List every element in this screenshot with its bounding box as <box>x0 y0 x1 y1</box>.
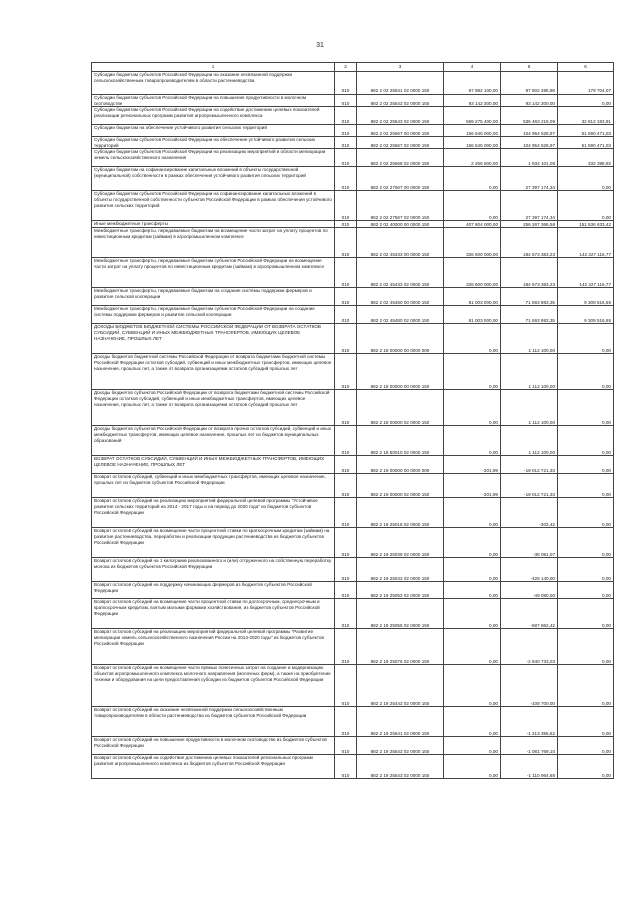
row-code-cell: 010 <box>335 474 357 498</box>
row-name-cell: Возврат остатков субсидий на повышение продуктивности в молочном скотоводстве из бюджетов субъектов Российской Федерации <box>92 737 335 755</box>
row-name-cell: Возврат остатков субсидий на оказание несвязанной поддержки сельскохозяйственным товаропроизводителям в области растениеводства из бюджетов субъектов Российской Федерации <box>92 707 335 737</box>
row-executed-cell: 71 693 983,35 <box>501 288 558 306</box>
row-name-cell: Возврат остатков субсидий на поддержку начинающих фермеров из бюджетов субъектов Российской Федерации <box>92 582 335 599</box>
row-unexecuted-cell: 51 590 471,03 <box>558 125 614 137</box>
row-code-cell: 010 <box>335 456 357 474</box>
row-executed-cell: -49 080,00 <box>501 582 558 599</box>
table-row <box>92 474 614 498</box>
column-header: 6 <box>558 63 614 72</box>
table-row <box>92 528 614 558</box>
row-unexecuted-cell: 0,00 <box>558 599 614 629</box>
row-executed-cell: 1 112 100,00 <box>501 390 558 426</box>
row-executed-cell: 104 954 528,97 <box>501 125 558 137</box>
row-kbk-cell: 882 2 02 27567 02 0000 150 <box>357 191 444 221</box>
row-kbk-cell: 882 2 02 45433 00 0000 150 <box>357 228 444 258</box>
row-code-cell: 010 <box>335 426 357 456</box>
row-kbk-cell: 882 2 02 27567 00 0000 150 <box>357 167 444 191</box>
row-name-cell: Межбюджетные трансферты, передаваемые бюджетам субъектов Российской Федерации на создание системы поддержки фермеров и развитие сельской кооперации <box>92 306 335 324</box>
column-header: 2 <box>335 63 357 72</box>
row-assigned-cell: 156 545 000,00 <box>444 137 501 149</box>
row-name-cell: Субсидии бюджетам субъектов Российской Федерации на обеспечение устойчивого развития сельских территорий <box>92 137 335 149</box>
row-executed-cell: -38 081,07 <box>501 528 558 558</box>
row-name-cell: Субсидии бюджетам субъектов Российской Федерации на софинансирование капитальных вложений в объекты государственной собственности субъектов Российской Федерации в рамках обеспечения устойчивого развития сельских территорий <box>92 191 335 221</box>
row-executed-cell: -19 012 721,33 <box>501 474 558 498</box>
row-unexecuted-cell: 142 227 116,77 <box>558 258 614 288</box>
row-executed-cell: 1 112 100,00 <box>501 426 558 456</box>
table-row <box>92 107 614 125</box>
row-kbk-cell: 882 2 19 25043 02 0000 150 <box>357 558 444 582</box>
row-assigned-cell: 81 003 000,00 <box>444 288 501 306</box>
row-assigned-cell: 97 982 100,00 <box>444 72 501 95</box>
row-code-cell: 010 <box>335 582 357 599</box>
row-code-cell: 010 <box>335 288 357 306</box>
row-kbk-cell: 882 2 19 25055 02 0000 150 <box>357 599 444 629</box>
row-name-cell: ВОЗВРАТ ОСТАТКОВ СУБСИДИЙ, СУБВЕНЦИЙ И ИНЫХ МЕЖБЮДЖЕТНЫХ ТРАНСФЕРТОВ, ИМЕЮЩИХ ЦЕЛЕВОЕ НАЗНАЧЕНИЕ, ПРОШЛЫХ ЛЕТ <box>92 456 335 474</box>
table-row <box>92 498 614 528</box>
row-code-cell: 010 <box>335 167 357 191</box>
row-code-cell: 010 <box>335 599 357 629</box>
row-code-cell: 010 <box>335 221 357 228</box>
row-executed-cell: -426 140,00 <box>501 558 558 582</box>
row-assigned-cell: -201,99 <box>444 474 501 498</box>
row-unexecuted-cell: 151 536 633,42 <box>558 221 614 228</box>
row-unexecuted-cell: 0,00 <box>558 324 614 354</box>
table-row <box>92 324 614 354</box>
row-code-cell: 010 <box>335 390 357 426</box>
row-assigned-cell: 0,00 <box>444 498 501 528</box>
table-row <box>92 288 614 306</box>
column-header: 5 <box>501 63 558 72</box>
table-row <box>92 737 614 755</box>
row-kbk-cell: 882 2 19 25543 02 0000 150 <box>357 755 444 779</box>
row-kbk-cell: 882 2 02 25568 02 0000 150 <box>357 149 444 167</box>
row-code-cell: 010 <box>335 324 357 354</box>
row-code-cell: 010 <box>335 228 357 258</box>
table-row <box>92 258 614 288</box>
row-kbk-cell: 882 2 19 25442 02 0000 150 <box>357 665 444 707</box>
row-kbk-cell: 882 2 02 25543 02 0000 150 <box>357 107 444 125</box>
row-executed-cell: 1 112 100,00 <box>501 354 558 390</box>
row-code-cell: 010 <box>335 258 357 288</box>
row-executed-cell: 71 693 983,35 <box>501 306 558 324</box>
row-unexecuted-cell: 0,00 <box>558 665 614 707</box>
row-assigned-cell: 0,00 <box>444 629 501 665</box>
row-name-cell: Доходы бюджетов субъектов Российской Федерации от возврата бюджетами бюджетной системы Российской Федерации остатков субсидий, субвенций и иных межбюджетных трансфертов, имеющих целевое назначение, прошлых лет, а также от возврата организациями остатков субсидий прошлых лет <box>92 390 335 426</box>
row-unexecuted-cell: 0,00 <box>558 474 614 498</box>
row-kbk-cell: 882 2 18 00000 00 0000 000 <box>357 324 444 354</box>
row-unexecuted-cell: 0,00 <box>558 629 614 665</box>
row-executed-cell: 184 573 383,23 <box>501 258 558 288</box>
row-assigned-cell: 0,00 <box>444 599 501 629</box>
row-code-cell: 010 <box>335 191 357 221</box>
table-row <box>92 390 614 426</box>
row-unexecuted-cell: 0,00 <box>558 390 614 426</box>
row-kbk-cell: 882 2 18 00000 00 0000 150 <box>357 354 444 390</box>
table-row <box>92 137 614 149</box>
row-assigned-cell: 156 545 000,00 <box>444 125 501 137</box>
table-row <box>92 707 614 737</box>
row-code-cell: 010 <box>335 528 357 558</box>
table-row <box>92 354 614 390</box>
row-executed-cell: 93 142 300,00 <box>501 95 558 107</box>
row-name-cell: Возврат остатков субсидий на возмещение части процентной ставки по долгосрочным, среднесрочным и краткосрочным кредитам, взятым малыми формами хозяйствования, из бюджетов субъектов Российской Федерации <box>92 599 335 629</box>
row-assigned-cell: 0,00 <box>444 582 501 599</box>
row-name-cell: Субсидии бюджетам на обеспечение устойчивого развития сельских территорий <box>92 125 335 137</box>
row-kbk-cell: 882 2 19 25053 02 0000 150 <box>357 582 444 599</box>
table-row <box>92 149 614 167</box>
row-assigned-cell: 93 142 300,00 <box>444 95 501 107</box>
row-executed-cell: -108 700,00 <box>501 665 558 707</box>
row-assigned-cell: 0,00 <box>444 558 501 582</box>
table-header-row <box>92 63 614 72</box>
row-unexecuted-cell: 0,00 <box>558 354 614 390</box>
table-row <box>92 191 614 221</box>
row-executed-cell: 27 397 174,34 <box>501 167 558 191</box>
table-row <box>92 456 614 474</box>
row-code-cell: 010 <box>335 107 357 125</box>
row-executed-cell: 1 934 101,08 <box>501 149 558 167</box>
row-name-cell: Субсидии бюджетам субъектов Российской Федерации на оказание несвязанной поддержки сельскохозяйственным товаропроизводителям в области растениеводства <box>92 72 335 95</box>
row-kbk-cell: 882 2 02 25567 00 0000 150 <box>357 125 444 137</box>
row-unexecuted-cell: 32 812 183,91 <box>558 107 614 125</box>
row-assigned-cell: 326 600 000,00 <box>444 228 501 258</box>
row-code-cell: 010 <box>335 629 357 665</box>
row-code-cell: 010 <box>335 707 357 737</box>
table-row <box>92 125 614 137</box>
row-name-cell: Межбюджетные трансферты, передаваемые бюджетам на возмещение части затрат на уплату процентов по инвестиционным кредитам (займам) в агропромышленном комплексе <box>92 228 335 258</box>
row-name-cell: Доходы бюджетов бюджетной системы Российской Федерации от возврата бюджетами бюджетной системы Российской Федерации остатков субсидий, субвенций и иных межбюджетных трансфертов, имеющих целевое назначение, прошлых лет, а также от возврата организациями остатков субсидий прошлых лет <box>92 354 335 390</box>
row-executed-cell: 536 463 216,09 <box>501 107 558 125</box>
row-assigned-cell: 0,00 <box>444 354 501 390</box>
table-row <box>92 167 614 191</box>
table-row <box>92 629 614 665</box>
table-row <box>92 228 614 258</box>
row-unexecuted-cell: 0,00 <box>558 95 614 107</box>
row-unexecuted-cell: 0,00 <box>558 582 614 599</box>
row-unexecuted-cell: 0,00 <box>558 167 614 191</box>
row-assigned-cell: 2 266 500,00 <box>444 149 501 167</box>
row-name-cell: Возврат остатков субсидий на 1 килограмм реализованного и (или) отгруженного на собственную переработку молока из бюджетов субъектов Российской Федерации <box>92 558 335 582</box>
row-kbk-cell: 882 2 19 25018 02 0000 150 <box>357 498 444 528</box>
table-body <box>92 72 614 779</box>
row-unexecuted-cell: 0,00 <box>558 456 614 474</box>
row-name-cell: Доходы бюджетов субъектов Российской Федерации от возврата прочих остатков субсидий, субвенций и иных межбюджетных трансфертов, имеющих целевое назначение, прошлых лет из бюджетов муниципальных образований <box>92 426 335 456</box>
table-row <box>92 306 614 324</box>
row-assigned-cell: 326 600 000,00 <box>444 258 501 288</box>
row-executed-cell: -687 862,42 <box>501 599 558 629</box>
table-row <box>92 582 614 599</box>
row-kbk-cell: 882 2 19 00000 00 0000 000 <box>357 456 444 474</box>
row-kbk-cell: 882 2 19 25039 02 0000 150 <box>357 528 444 558</box>
row-code-cell: 010 <box>335 95 357 107</box>
row-executed-cell: -303,42 <box>501 498 558 528</box>
row-assigned-cell: 0,00 <box>444 324 501 354</box>
row-assigned-cell: 0,00 <box>444 426 501 456</box>
row-name-cell: Межбюджетные трансферты, передаваемые бюджетам на создание системы поддержки фермеров и развитие сельской кооперации <box>92 288 335 306</box>
row-kbk-cell: 882 2 18 60010 02 0000 150 <box>357 426 444 456</box>
row-kbk-cell: 882 2 02 45480 00 0000 150 <box>357 288 444 306</box>
row-name-cell: Иные межбюджетные трансферты <box>92 221 335 228</box>
row-code-cell: 010 <box>335 137 357 149</box>
row-assigned-cell: 0,00 <box>444 737 501 755</box>
row-code-cell: 010 <box>335 125 357 137</box>
row-assigned-cell: 407 604 000,00 <box>444 221 501 228</box>
row-unexecuted-cell: 9 309 516,65 <box>558 306 614 324</box>
column-header: 1 <box>92 63 335 72</box>
report-table <box>91 62 614 779</box>
row-kbk-cell: 882 2 19 25542 02 0000 150 <box>357 737 444 755</box>
row-executed-cell: -1 110 964,88 <box>501 755 558 779</box>
row-code-cell: 010 <box>335 755 357 779</box>
row-executed-cell: -19 012 721,33 <box>501 456 558 474</box>
row-unexecuted-cell: 0,00 <box>558 498 614 528</box>
row-kbk-cell: 882 2 02 25567 02 0000 150 <box>357 137 444 149</box>
row-unexecuted-cell: 0,00 <box>558 755 614 779</box>
row-kbk-cell: 882 2 18 00000 02 0000 150 <box>357 390 444 426</box>
row-code-cell: 010 <box>335 149 357 167</box>
row-unexecuted-cell: 332 398,92 <box>558 149 614 167</box>
row-name-cell: Возврат остатков субсидий на содействие достижению целевых показателей региональных программ развития агропромышленного комплекса из бюджетов субъектов Российской Федерации <box>92 755 335 779</box>
table-row <box>92 558 614 582</box>
row-assigned-cell: 569 275 400,00 <box>444 107 501 125</box>
row-kbk-cell: 882 2 02 25542 02 0000 150 <box>357 95 444 107</box>
row-executed-cell: -1 213 355,62 <box>501 707 558 737</box>
row-name-cell: Возврат остатков субсидий, субвенций и иных межбюджетных трансфертов, имеющих целевое назначение, прошлых лет из бюджетов субъектов Российской Федерации <box>92 474 335 498</box>
column-header: 4 <box>444 63 501 72</box>
row-unexecuted-cell: 0,00 <box>558 558 614 582</box>
table-row <box>92 95 614 107</box>
page-number: 31 <box>316 42 324 49</box>
row-kbk-cell: 882 2 02 40000 00 0000 150 <box>357 221 444 228</box>
row-name-cell: Возврат остатков субсидий на реализацию мероприятий федеральной целевой программы "Устойчивое развитие сельских территорий на 2014 - 2017 годы и на период до 2020 года" из бюджетов субъектов Российской Федерации <box>92 498 335 528</box>
row-unexecuted-cell: 0,00 <box>558 737 614 755</box>
row-assigned-cell: 0,00 <box>444 707 501 737</box>
row-assigned-cell: 81 003 000,00 <box>444 306 501 324</box>
row-executed-cell: 256 267 366,58 <box>501 221 558 228</box>
row-unexecuted-cell: 179 704,07 <box>558 72 614 95</box>
row-code-cell: 010 <box>335 665 357 707</box>
row-name-cell: Возврат остатков субсидий на реализацию мероприятий федеральной целевой программы "Развитие мелиорации земель сельскохозяйственного назначения России на 2014-2020 годы" из бюджетов субъектов Российской Федерации <box>92 629 335 665</box>
row-executed-cell: 104 954 528,97 <box>501 137 558 149</box>
table-row <box>92 755 614 779</box>
row-code-cell: 010 <box>335 306 357 324</box>
row-code-cell: 010 <box>335 354 357 390</box>
table-row <box>92 599 614 629</box>
row-executed-cell: 27 397 174,34 <box>501 191 558 221</box>
row-assigned-cell: 0,00 <box>444 191 501 221</box>
row-kbk-cell: 882 2 02 25541 02 0000 150 <box>357 72 444 95</box>
row-unexecuted-cell: 9 309 516,65 <box>558 288 614 306</box>
row-code-cell: 010 <box>335 737 357 755</box>
row-unexecuted-cell: 142 227 116,77 <box>558 228 614 258</box>
table-row <box>92 72 614 95</box>
table-row <box>92 665 614 707</box>
row-unexecuted-cell: 0,00 <box>558 528 614 558</box>
row-unexecuted-cell: 0,00 <box>558 426 614 456</box>
row-unexecuted-cell: 51 590 471,03 <box>558 137 614 149</box>
row-executed-cell: 97 802 395,98 <box>501 72 558 95</box>
row-code-cell: 010 <box>335 558 357 582</box>
row-name-cell: Межбюджетные трансферты, передаваемые бюджетам субъектов Российской Федерации на возмещение части затрат на уплату процентов по инвестиционным кредитам (займам) в агропромышленном комплексе <box>92 258 335 288</box>
column-header: 3 <box>357 63 444 72</box>
row-assigned-cell: 0,00 <box>444 167 501 191</box>
row-assigned-cell: 0,00 <box>444 665 501 707</box>
row-assigned-cell: 0,00 <box>444 390 501 426</box>
row-kbk-cell: 882 2 19 25076 02 0000 150 <box>357 629 444 665</box>
row-name-cell: Субсидии бюджетам субъектов Российской Федерации на реализацию мероприятий в области мелиорации земель сельскохозяйственного назначения <box>92 149 335 167</box>
row-unexecuted-cell: 0,00 <box>558 191 614 221</box>
row-name-cell: Возврат остатков субсидий на возмещение части прямых понесенных затрат на создание и модернизацию объектов агропромышленного комплекса молочного направления (молочных ферм), а также на приобретение техники и оборудования на цели предоставления субсидии из бюджетов субъектов Российской Федерации <box>92 665 335 707</box>
row-name-cell: Субсидии бюджетам субъектов Российской Федерации на содействие достижению целевых показателей реализации региональных программ развития агропромышленного комплекса <box>92 107 335 125</box>
row-unexecuted-cell: 0,00 <box>558 707 614 737</box>
row-kbk-cell: 882 2 02 45433 02 0000 150 <box>357 258 444 288</box>
row-name-cell: Субсидии бюджетам субъектов Российской Федерации на повышение продуктивности в молочном скотоводстве <box>92 95 335 107</box>
row-executed-cell: 1 112 100,00 <box>501 324 558 354</box>
row-name-cell: Субсидии бюджетам на софинансирование капитальных вложений в объекты государственной (муниципальной) собственности в рамках обеспечения устойчивого развития сельских территорий <box>92 167 335 191</box>
row-executed-cell: -1 081 769,10 <box>501 737 558 755</box>
row-kbk-cell: 882 2 02 45480 02 0000 150 <box>357 306 444 324</box>
row-code-cell: 010 <box>335 72 357 95</box>
row-name-cell: Возврат остатков субсидий на возмещение части процентной ставки по краткосрочным кредитам (займам) на развитие растениеводства, переработки и реализации продукции растениеводства из бюджетов субъектов Российской Федерации <box>92 528 335 558</box>
row-kbk-cell: 882 2 19 25541 02 0000 150 <box>357 707 444 737</box>
row-kbk-cell: 882 2 19 00000 02 0000 150 <box>357 474 444 498</box>
row-name-cell: ДОХОДЫ БЮДЖЕТОВ БЮДЖЕТНОЙ СИСТЕМЫ РОССИЙСКОЙ ФЕДЕРАЦИИ ОТ ВОЗВРАТА ОСТАТКОВ СУБСИДИЙ, СУБВЕНЦИЙ И ИНЫХ МЕЖБЮДЖЕТНЫХ ТРАНСФЕРТОВ, ИМЕЮЩИХ ЦЕЛЕВОЕ НАЗНАЧЕНИЕ, ПРОШЛЫХ ЛЕТ <box>92 324 335 354</box>
row-assigned-cell: 0,00 <box>444 755 501 779</box>
row-executed-cell: 184 573 383,23 <box>501 228 558 258</box>
row-assigned-cell: -201,99 <box>444 456 501 474</box>
row-executed-cell: -2 840 733,03 <box>501 629 558 665</box>
row-assigned-cell: 0,00 <box>444 528 501 558</box>
row-code-cell: 010 <box>335 498 357 528</box>
table-row <box>92 221 614 228</box>
table-row <box>92 426 614 456</box>
